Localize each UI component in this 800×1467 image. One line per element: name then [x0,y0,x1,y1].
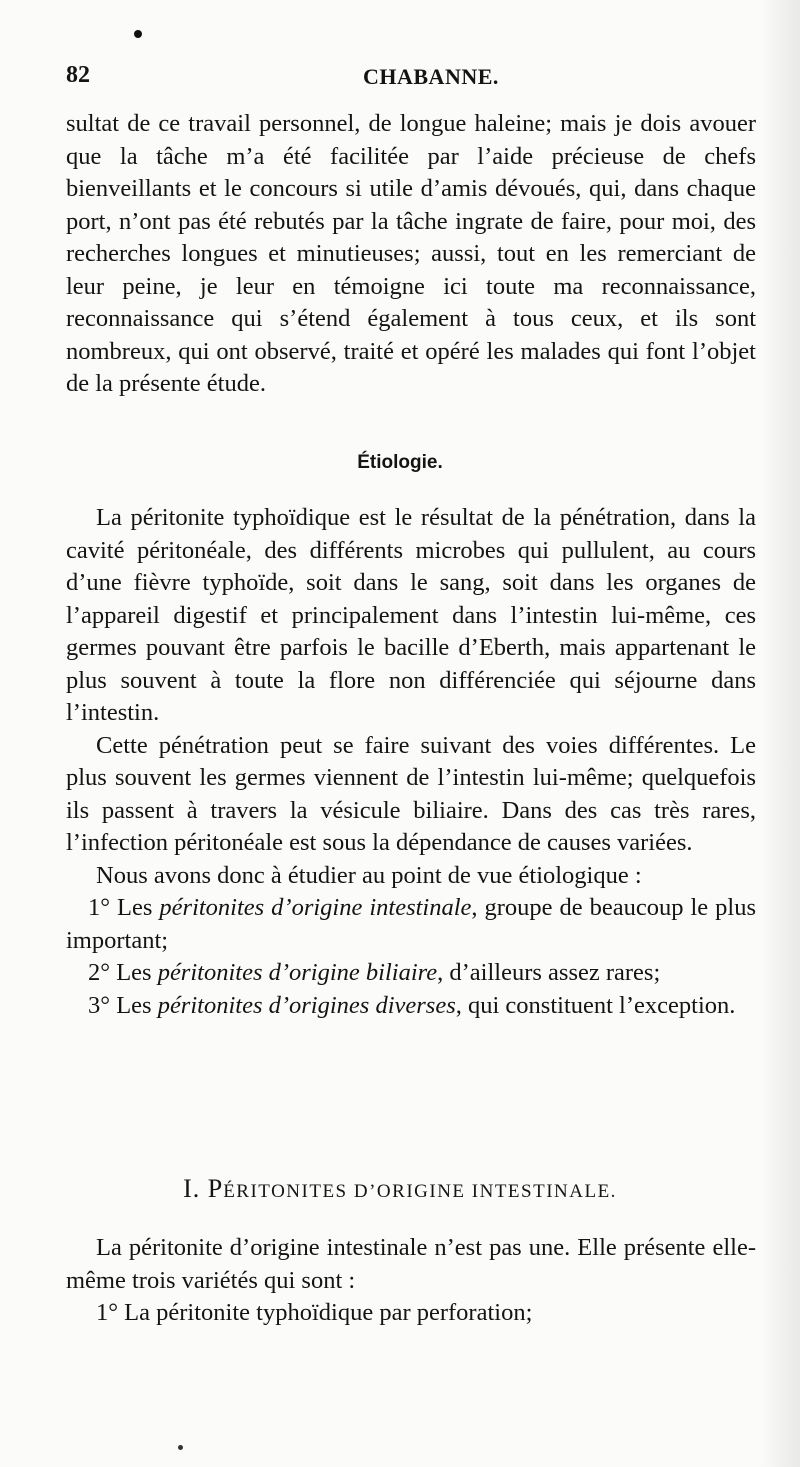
list-item [66,990,756,1023]
etiologie-body [66,502,756,1022]
intro-paragraph [66,108,756,401]
intro-text: sultat de ce travail personnel, de longue haleine; mais je dois avouer que la tâche m’a été facilitée par l’aide précieuse de chefs bienveillants et le concours si utile d’amis dévoués, qui, dans chaque port, n’ont pas été rebutés par la tâche ingrate de faire, pour moi, des recherches longues et minutieuses; aussi, tout en les remerciant de leur peine, je leur en témoigne ici toute ma reconnaissance, reconnaissance qui s’étend également à tous ceux, et ils sont nombreux, qui ont observé, traité et opéré les malades qui font l’objet de la présente étude. [66,110,756,397]
list-item-rest: , groupe de beaucoup le plus important; [66,894,757,954]
section-heading-etiologie: Étiologie. [357,452,443,473]
list-item-rest: , qui constituent l’exception. [455,991,736,1019]
list-item-prefix: Les [116,991,152,1019]
section-numeral: I. [183,1174,201,1203]
list-item-prefix: Les [117,894,153,921]
section-heading-rest: ÉRITONITES D’ORIGINE INTESTINALE. [223,1181,617,1202]
list-item [66,892,756,957]
etiologie-paragraph-2: Cette pénétration peut se faire suivant des voies différentes. Le plus souvent les germes viennent de l’intestin lui-même; quelquefois ils passent à travers la vésicule biliaire. Dans des cas très rares, l’infection péritonéale est sous la dépendance de causes variées. [66,731,756,856]
list-item-prefix: Les [116,959,152,986]
section-1-item-1: 1° La péritonite typhoïdique par perforation; [96,1299,533,1326]
list-item [66,957,756,990]
section-1-paragraph: La péritonite d’origine intestinale n’est pas une. Elle présente elle-même trois variétés qui sont : [66,1234,756,1294]
page-number: 82 [66,62,90,88]
list-item-emphasis: péritonites d’origine intestinale [159,894,472,921]
ink-dot-mark [134,30,142,38]
list-item-rest: , d’ailleurs assez rares; [437,959,661,986]
page-header [66,62,756,96]
list-item-emphasis: péritonites d’origine biliaire [157,959,438,986]
list-item-number: 3° [88,991,111,1019]
etiologie-paragraph-3: Nous avons donc à étudier au point de vue étiologique : [96,861,642,889]
section-heading-initial: P [207,1174,224,1203]
etiologie-paragraph-1: La péritonite typhoïdique est le résultat de la pénétration, dans la cavité péritonéale, des différents microbes qui pullulent, au cours d’une fièvre typhoïde, soit dans le sang, soit dans les organes de l’appareil digestif et principalement dans l’intestin lui-même, ces germes pouvant être parfois le bacille d’Eberth, mais appartenant le plus souvent à toute la flore non différenciée qui séjourne dans l’intestin. [66,504,756,726]
list-item-number: 1° [88,894,111,921]
list-item-number: 2° [88,959,111,986]
page-edge-shadow [760,0,800,1467]
running-head: CHABANNE. [363,64,499,89]
section-heading-peritonites-intestinales [0,1174,800,1204]
ink-dot-mark [178,1445,183,1450]
list-item-emphasis: péritonites d’origines diverses [157,991,456,1019]
section-1-body [66,1232,756,1330]
